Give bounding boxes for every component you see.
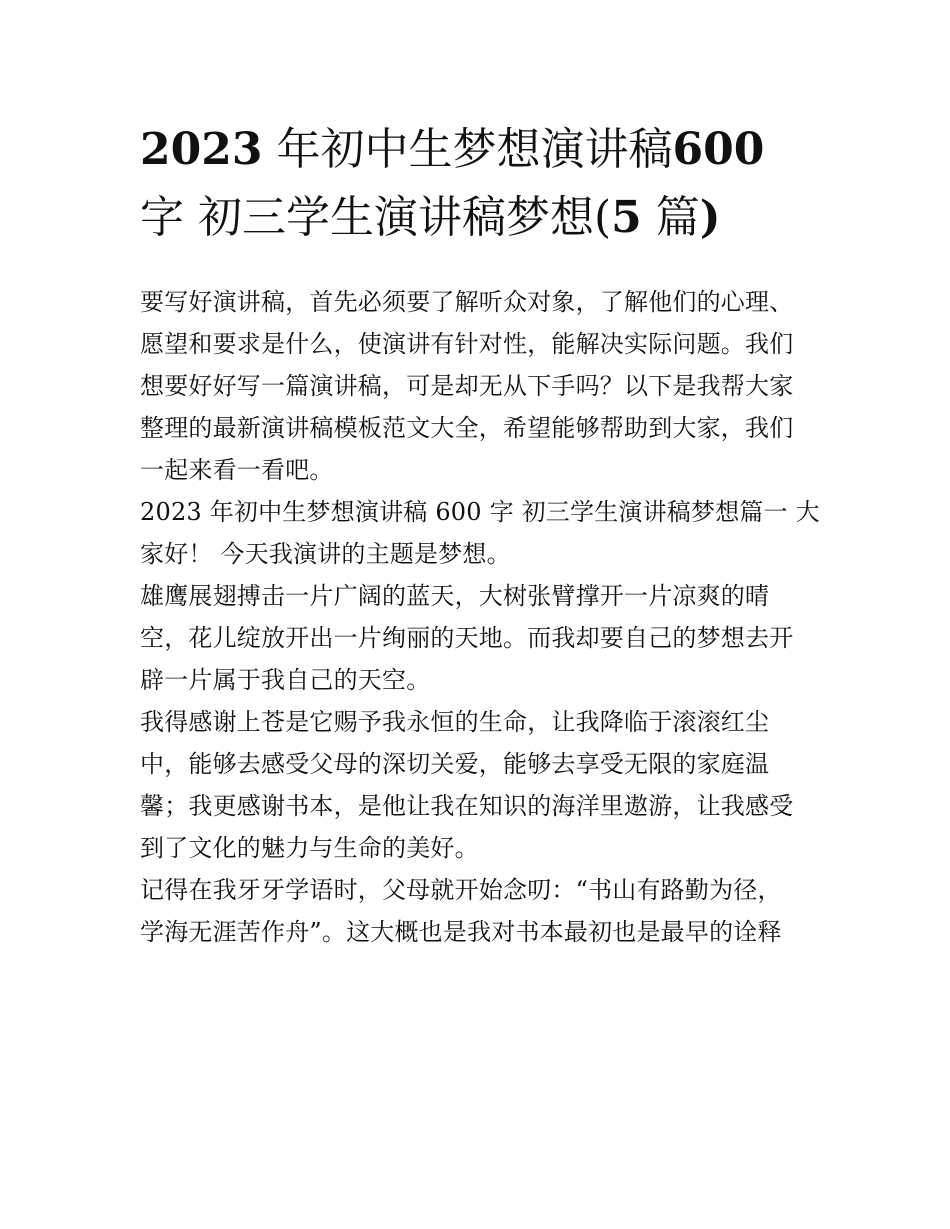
title-unit: 篇	[641, 192, 700, 243]
title-close-paren: )	[699, 192, 721, 243]
paragraph-line: 到了文化的魅力与生命的美好。	[140, 834, 479, 862]
paragraph-line: 愿望和要求是什么，使演讲有针对性，能解决实际问题。我们	[140, 330, 794, 358]
paragraph-eagle	[140, 575, 830, 701]
paragraph-line: 我得感谢上苍是它赐予我永恒的生命，让我降临于滚滚红尘	[140, 708, 770, 736]
title-subtitle: 字 初三学生演讲稿梦想(	[140, 192, 612, 243]
paragraph-line: 学海无涯苦作舟”。这大概也是我对书本最初也是最早的诠释	[140, 918, 782, 946]
paragraph-line: 雄鹰展翅搏击一片广阔的蓝天，大树张臂撑开一片凉爽的晴	[140, 582, 770, 610]
title-text: 年初中生梦想演讲稿	[276, 124, 673, 175]
paragraph-line: 家好！ 今天我演讲的主题是梦想。	[140, 540, 511, 568]
paragraph-line: 想要好好写一篇演讲稿，可是却无从下手吗？以下是我帮大家	[140, 372, 794, 400]
paragraph-line: 整理的最新演讲稿模板范文大全，希望能够帮助到大家，我们	[140, 414, 794, 442]
paragraph-line: 要写好演讲稿，首先必须要了解听众对象，了解他们的心理、	[140, 288, 794, 316]
paragraph-line: 馨；我更感谢书本，是他让我在知识的海洋里遨游，让我感受	[140, 792, 794, 820]
paragraph-thanks	[140, 701, 830, 869]
title-word-count: 600	[672, 124, 765, 175]
document-body	[140, 281, 830, 953]
paragraph-heading	[140, 491, 830, 575]
paragraph-line: 记得在我牙牙学语时，父母就开始念叨：“书山有路勤为径，	[140, 876, 782, 904]
title-count: 5	[611, 192, 642, 243]
document-title	[140, 116, 830, 252]
title-line-2	[140, 184, 830, 252]
paragraph-line: 空，花儿绽放开出一片绚丽的天地。而我却要自己的梦想去开	[140, 624, 794, 652]
paragraph-line: 辟一片属于我自己的天空。	[140, 666, 431, 694]
title-year: 2023	[140, 124, 263, 175]
paragraph-line: 一起来看一看吧。	[140, 456, 334, 484]
paragraph-intro	[140, 281, 830, 491]
paragraph-line: 中，能够去感受父母的深切关爱，能够去享受无限的家庭温	[140, 750, 770, 778]
paragraph-memory	[140, 869, 830, 953]
title-line-1	[140, 116, 830, 184]
paragraph-line: 2023 年初中生梦想演讲稿 600 字 初三学生演讲稿梦想篇一 大	[140, 498, 820, 526]
